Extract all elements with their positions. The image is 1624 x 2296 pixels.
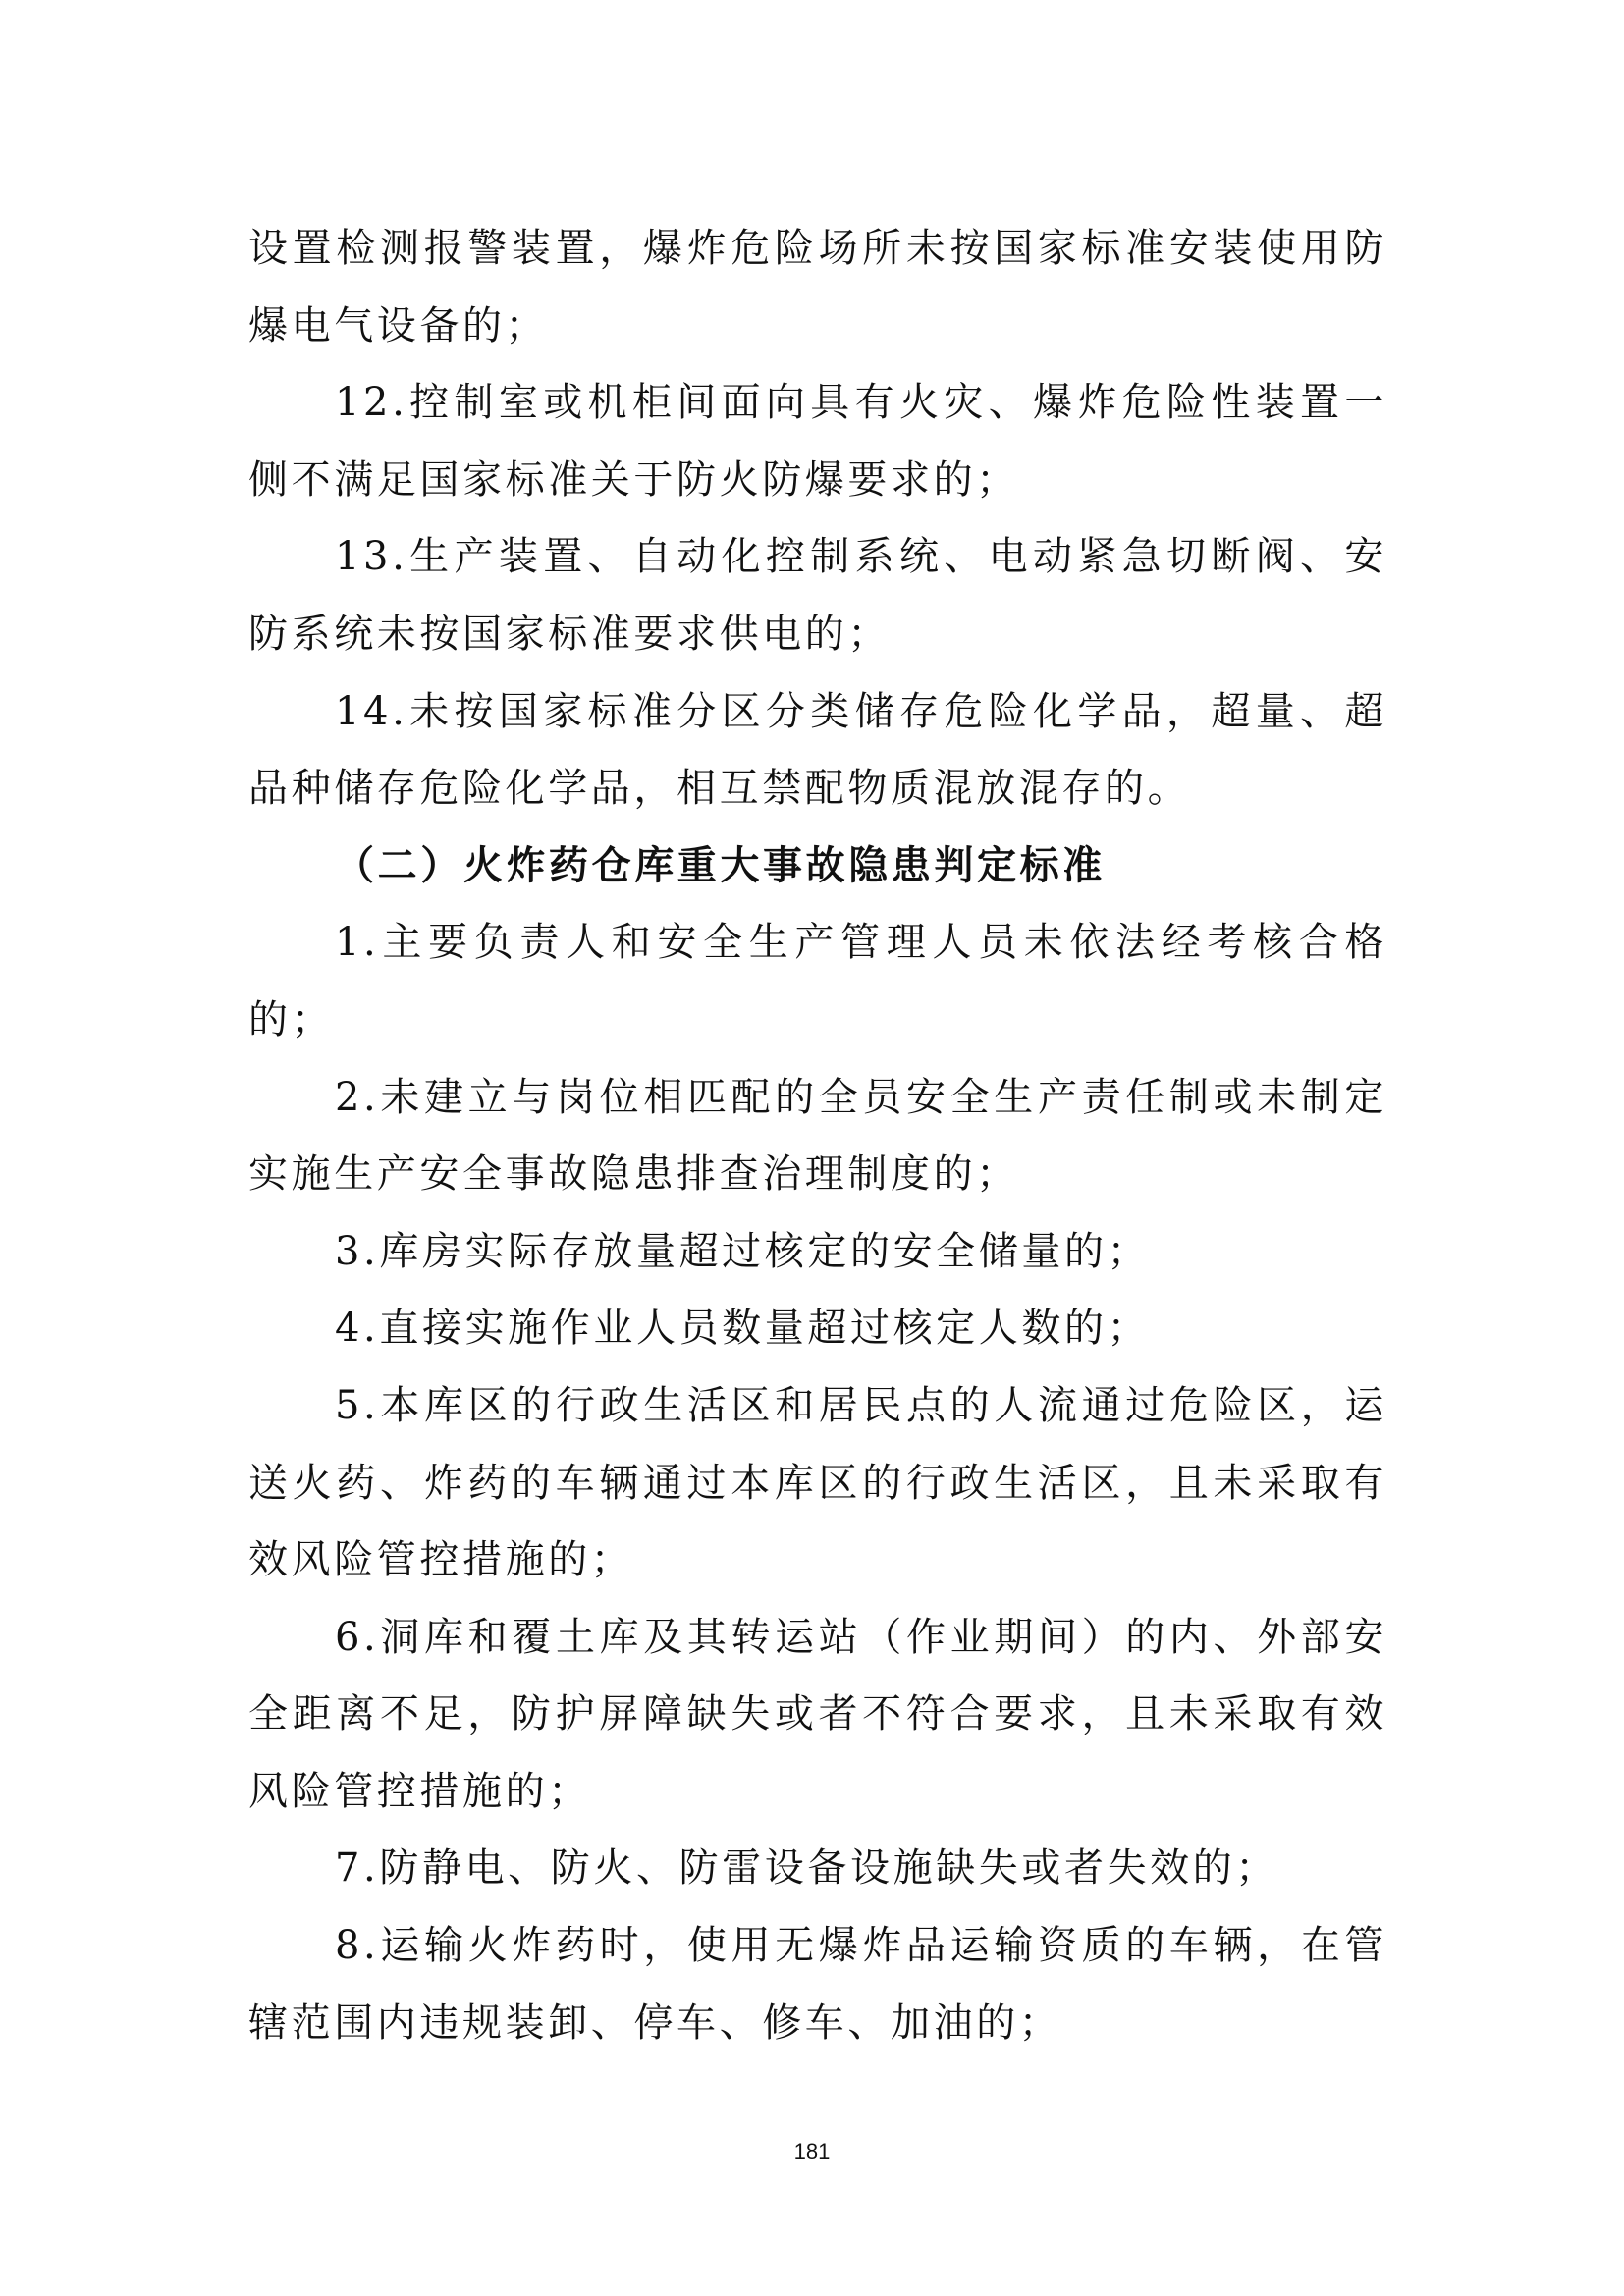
- list-item-2: 2.未建立与岗位相匹配的全员安全生产责任制或未制定实施生产安全事故隐患排查治理制度的；: [248, 1074, 1387, 1198]
- list-item-7: 7.防静电、防火、防雷设备设施缺失或者失效的；: [335, 1845, 1278, 1892]
- list-item-5: 5.本库区的行政生活区和居民点的人流通过危险区，运送火药、炸药的车辆通过本库区的行政生活区，且未采取有效风险管控措施的；: [248, 1382, 1387, 1583]
- paragraph-item-13: 13.生产装置、自动化控制系统、电动紧急切断阀、安防系统未按国家标准要求供电的；: [248, 534, 1387, 657]
- page-number: 181: [793, 2139, 831, 2163]
- list-item-6: 6.洞库和覆土库及其转运站（作业期间）的内、外部安全距离不足，防护屏障缺失或者不符合要求，且未采取有效风险管控措施的；: [248, 1614, 1387, 1814]
- paragraph-item-14: 14.未按国家标准分区分类储存危险化学品，超量、超品种储存危险化学品，相互禁配物质混放混存的。: [248, 688, 1387, 812]
- list-item-8: 8.运输火炸药时，使用无爆炸品运输资质的车辆，在管辖范围内违规装卸、停车、修车、加油的；: [248, 1923, 1387, 2046]
- section-heading: （二）火炸药仓库重大事故隐患判定标准: [335, 842, 1106, 888]
- page-body: [248, 210, 1387, 2061]
- paragraph-continuation: 设置检测报警装置，爆炸危险场所未按国家标准安装使用防爆电气设备的；: [248, 226, 1387, 348]
- paragraph-item-12: 12.控制室或机柜间面向具有火灾、爆炸危险性装置一侧不满足国家标准关于防火防爆要求的；: [248, 380, 1387, 503]
- list-item-1: 1.主要负责人和安全生产管理人员未依法经考核合格的；: [248, 920, 1387, 1042]
- list-item-4: 4.直接实施作业人员数量超过核定人数的；: [335, 1306, 1151, 1352]
- list-item-3: 3.库房实际存放量超过核定的安全储量的；: [335, 1228, 1151, 1274]
